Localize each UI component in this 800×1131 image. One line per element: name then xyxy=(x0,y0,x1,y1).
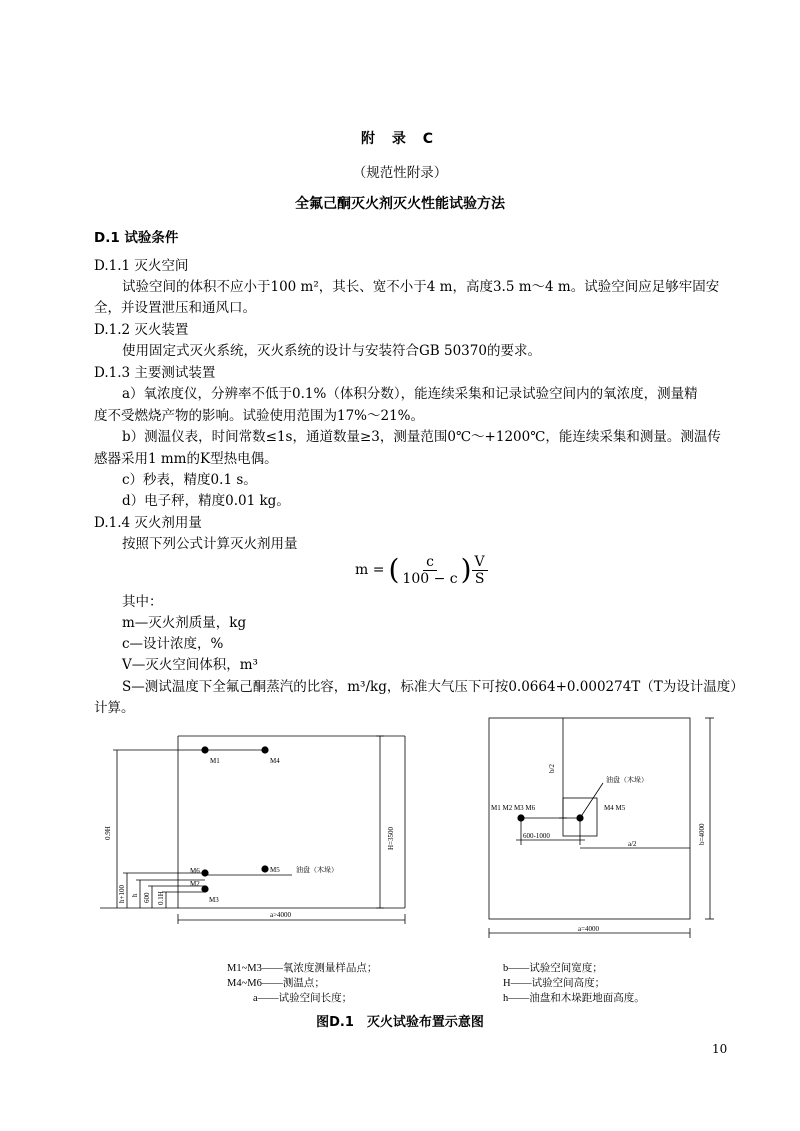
paragraph: 使用固定式灭火系统，灭火系统的设计与安装符合GB 50370的要求。 xyxy=(122,343,541,359)
formula-paren-close: ) xyxy=(460,553,472,586)
dim-0-1H: 0.1H xyxy=(157,891,165,905)
where-item: V—灭火空间体积，m³ xyxy=(122,657,258,673)
label-m4: M4 xyxy=(270,757,280,765)
legend-right-3: h——油盘和木垛距地面高度。 xyxy=(503,993,645,1004)
label-m6: M6 xyxy=(190,867,200,875)
list-item: 感器采用1 mm的K型热电偶。 xyxy=(94,451,278,467)
label-m3: M3 xyxy=(209,896,219,904)
dim-h-plus-100: h+100 xyxy=(118,885,126,903)
legend-left-2: M4~M6——测温点； xyxy=(227,978,325,989)
appendix-title: 附 录 C xyxy=(360,131,440,147)
dim-a-left: a>4000 xyxy=(270,911,292,919)
appendix-type: （规范性附录） xyxy=(352,165,448,181)
list-item: d）电子秤，精度0.01 kg。 xyxy=(122,493,290,509)
formula-rhs-num: V xyxy=(472,554,488,571)
legend-left-1: M1~M3——氧浓度测量样品点； xyxy=(227,963,378,974)
label-m1: M1 xyxy=(210,757,220,765)
dim-b: b=4000 xyxy=(698,823,706,845)
list-item: c）秒表，精度0.1 s。 xyxy=(122,472,257,488)
section-d1-heading: D.1 试验条件 xyxy=(94,230,179,246)
dim-0-9H: 0.9H xyxy=(104,826,112,840)
label-m4-m5: M4 M5 xyxy=(604,804,626,812)
formula-paren-open: ( xyxy=(388,553,400,586)
where-item: m—灭火剂质量，kg xyxy=(122,615,247,631)
label-m5: M5 xyxy=(270,866,280,874)
point-m4-m5 xyxy=(576,814,583,821)
section-d14-heading: D.1.4 灭火剂用量 xyxy=(94,515,202,531)
page-number: 10 xyxy=(712,1042,728,1056)
dim-H: H=3500 xyxy=(387,826,395,850)
label-oil-pan-left: 油盘（木垛） xyxy=(296,866,338,874)
point-m1-m2-m3-m6 xyxy=(517,814,524,821)
section-d11-heading: D.1.1 灭火空间 xyxy=(94,258,189,274)
dim-600-1000: 600-1000 xyxy=(523,832,550,840)
section-d12-heading: D.1.2 灭火装置 xyxy=(94,322,189,338)
where-item: S—测试温度下全氟己酮蒸汽的比容，m³/kg，标准大气压下可按0.0664+0.000274T（T为设计温度） xyxy=(122,679,744,695)
where-label: 其中： xyxy=(122,594,163,610)
legend-left-3: a——试验空间长度； xyxy=(253,993,353,1004)
dim-h: h xyxy=(131,893,139,897)
formula-rhs-den: S xyxy=(474,570,485,587)
label-oil-pan-right: 油盘（木垛） xyxy=(606,776,648,784)
dim-600: 600 xyxy=(143,892,151,903)
figure-caption: 图D.1 灭火试验布置示意图 xyxy=(316,1015,484,1030)
list-item: a）氧浓度仪，分辨率不低于0.1%（体积分数），能连续采集和记录试验空间内的氧浓度，测量精 xyxy=(122,386,698,402)
formula-lhs: m = xyxy=(355,562,385,578)
dim-a-half: a/2 xyxy=(628,840,637,848)
dim-b-half: b/2 xyxy=(548,764,556,773)
list-item: b）测温仪表，时间常数≤1s，通道数量≥3，测量范围0℃～+1200℃，能连续采集和测量。测温传 xyxy=(122,429,721,445)
legend-right-1: b——试验空间宽度； xyxy=(503,963,603,974)
main-title: 全氟己酮灭火剂灭火性能试验方法 xyxy=(295,196,505,212)
formula-den: 100 − c xyxy=(402,570,458,587)
paragraph: 试验空间的体积不应小于100 m²，其长、宽不小于4 m，高度3.5 m～4 m。试验空间应足够牢固安 xyxy=(122,279,720,295)
dim-a-right: a=4000 xyxy=(578,925,600,933)
list-item: 度不受燃烧产物的影响。试验使用范围为17%～21%。 xyxy=(94,408,425,424)
label-m2: M2 xyxy=(190,880,200,888)
legend-right-2: H——试验空间高度； xyxy=(503,978,606,989)
formula-num: c xyxy=(423,554,437,571)
paragraph: 按照下列公式计算灭火剂用量 xyxy=(122,536,298,552)
paragraph: 全，并设置泄压和通风口。 xyxy=(94,300,256,316)
where-item: 计算。 xyxy=(94,700,135,716)
section-d13-heading: D.1.3 主要测试装置 xyxy=(94,365,216,381)
label-m1-m2-m3-m6: M1 M2 M3 M6 xyxy=(491,804,536,812)
where-item: c—设计浓度，% xyxy=(122,636,224,652)
